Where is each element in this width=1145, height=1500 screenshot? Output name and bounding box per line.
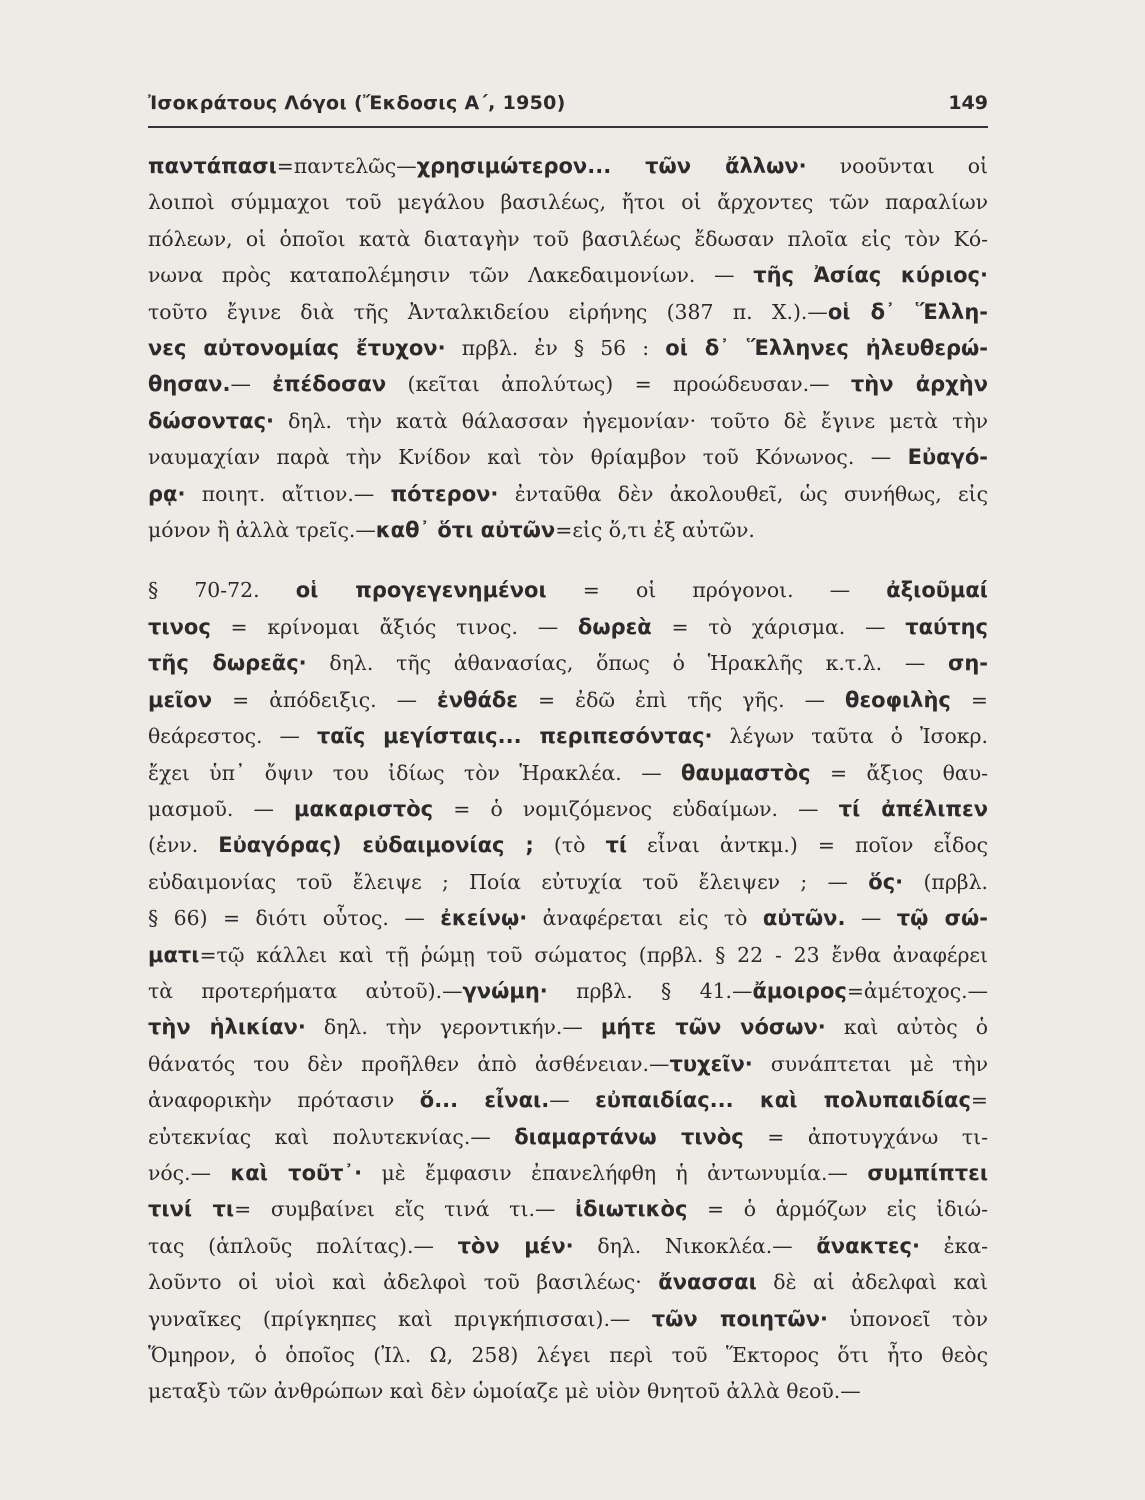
lemma-term: τινί τι [148, 1197, 235, 1222]
lemma-term: χρησιμώτερον... τῶν ἄλλων· [416, 154, 807, 178]
gloss-text: = ὁ ἁρμόζων εἰς ἰδιώ- [687, 1197, 989, 1222]
gloss-text: (πρβλ. [903, 869, 988, 894]
text-line [148, 1191, 988, 1227]
lemma-term: οἱ δ᾽ Ἕλληνες ἠλευθερώ- [665, 336, 989, 361]
lemma-term: τῆς δωρεᾶς· [148, 651, 307, 676]
text-line [148, 937, 988, 973]
gloss-text: (τὸ [533, 833, 606, 858]
gloss-text: καὶ αὐτὸς ὁ [825, 1015, 988, 1040]
gloss-text: θάνατός του δὲν προῆλθεν ἀπὸ ἀσθένειαν.— [148, 1051, 670, 1076]
gloss-text: μὲ ἔμφασιν ἐπανελήφθη ἡ ἀντωνυμία.— [362, 1160, 868, 1185]
gloss-text: νοοῦνται οἱ [806, 154, 988, 178]
lemma-term: τῷ σώ- [896, 906, 988, 931]
lemma-term: θαυμαστὸς [681, 760, 811, 785]
gloss-text: δηλ. τὴν γεροντικήν.— [305, 1015, 601, 1040]
lemma-term: ματι [148, 942, 200, 967]
text-line [148, 184, 988, 220]
text-line [148, 1046, 988, 1082]
gloss-text: λοιποὶ σύμμαχοι τοῦ μεγάλου βασιλέως, ἤτοι οἱ ἄρχοντες τῶν παραλίων [148, 190, 988, 215]
lemma-term: οἱ δ᾽ Ἕλλη- [827, 299, 988, 324]
lemma-term: παντάπασι [148, 154, 277, 178]
gloss-text: = συμβαίνει εἴς τινά τι.— [234, 1197, 575, 1222]
text-line [148, 366, 988, 402]
gloss-text: = [970, 1088, 988, 1113]
gloss-text: πρβλ. § 41.— [547, 978, 753, 1003]
gloss-text: = ὁ νομιζόμενος εὐδαίμων. — [433, 796, 839, 821]
gloss-text: =εἰς ὅ,τι ἐξ αὐτῶν. [555, 518, 755, 543]
text-line [148, 572, 988, 608]
paragraph [148, 572, 988, 1409]
gloss-text: (κεῖται ἀπολύτως) = προώδευσαν.— [386, 372, 851, 397]
text-line [148, 1119, 988, 1155]
gloss-text: νός.— [148, 1160, 231, 1185]
lemma-term: ση- [947, 651, 988, 676]
lemma-term: Εὐαγό- [907, 445, 988, 470]
text-line [148, 1337, 988, 1373]
gloss-text: δηλ. τῆς ἀθανασίας, ὅπως ὁ Ἡρακλῆς κ.τ.λ. — [306, 651, 948, 676]
text-line [148, 609, 988, 645]
lemma-term: θεοφιλὴς [845, 687, 951, 712]
lemma-term: μήτε τῶν νόσων· [600, 1015, 826, 1040]
gloss-text: ἐνταῦθα δὲν ἀκολουθεῖ, ὡς συνήθως, εἰς [498, 481, 989, 506]
gloss-text: ποιητ. αἴτιον.— [185, 481, 391, 506]
text-line [148, 755, 988, 791]
gloss-text: δηλ. Νικοκλέα.— [573, 1233, 817, 1258]
lemma-term: οἱ προγεγενημένοι [295, 578, 547, 603]
lemma-term: δώσοντας· [148, 408, 275, 433]
text-line [148, 1155, 988, 1191]
text-line [148, 827, 988, 863]
gloss-text: τας (ἁπλοῦς πολίτας).— [148, 1233, 458, 1258]
lemma-term: ὅς· [868, 869, 904, 894]
lemma-term: εὐπαιδίας... καὶ πολυπαιδίας [595, 1088, 971, 1113]
gloss-text: = [950, 687, 988, 712]
text-line [148, 1373, 988, 1409]
lemma-term: ρᾳ· [148, 481, 186, 506]
lemma-term: τὸν μέν· [457, 1233, 574, 1258]
lemma-term: τινος [148, 614, 211, 639]
gloss-text: ἀναφέρεται εἰς τὸ [527, 906, 763, 931]
lemma-term: ταῖς μεγίσταις... περιπεσόντας· [316, 724, 713, 749]
lemma-term: πότερον· [390, 481, 499, 506]
gloss-text: ὑπονοεῖ τὸν [827, 1306, 988, 1331]
lemma-term: τί ἀπέλιπεν [838, 796, 989, 821]
gloss-text: Ὅμηρον, ὁ ὁποῖος (Ἰλ. Ω, 258) λέγει περὶ τοῦ Ἕκτορος ὅτι ἦτο θεὸς [148, 1343, 988, 1367]
gloss-text: γυναῖκες (πρίγκηπες καὶ πριγκήπισσαι).— [148, 1306, 652, 1331]
lemma-term: ἐπέδοσαν [272, 372, 387, 397]
gloss-text: (ἐνν. [148, 833, 219, 858]
lemma-term: διαμαρτάνω τινὸς [514, 1124, 744, 1149]
text-line [148, 221, 988, 257]
gloss-text: § 70-72. [148, 578, 296, 603]
lemma-term: τί [605, 833, 628, 858]
lemma-term: τυχεῖν· [669, 1051, 753, 1076]
gloss-text: ναυμαχίαν παρὰ τὴν Κνίδον καὶ τὸν θρίαμβον τοῦ Κόνωνος. — [148, 445, 908, 470]
lemma-term: ταύτης [905, 614, 988, 639]
gloss-text: πρβλ. ἐν § 56 : [445, 336, 666, 361]
text-line [148, 330, 988, 366]
gloss-text: θεάρεστος. — [148, 724, 317, 749]
gloss-text: μεταξὺ τῶν ἀνθρώπων καὶ δὲν ὡμοίαζε μὲ υἱὸν θνητοῦ ἀλλὰ θεοῦ.— [148, 1379, 861, 1404]
lemma-term: θησαν. [148, 372, 231, 397]
text-line [148, 403, 988, 439]
text-line [148, 148, 988, 184]
text-line [148, 718, 988, 754]
gloss-text: =ἀμέτοχος.— [846, 978, 988, 1003]
gloss-text: εὐτεκνίας καὶ πολυτεκνίας.— [148, 1124, 515, 1149]
gloss-text: =τῷ κάλλει καὶ τῇ ῥώμῃ τοῦ σώματος (πρβλ. § 22 - 23 ἔνθα ἀναφέρει [199, 942, 988, 967]
gloss-text: εἶναι ἀντκμ.) = ποῖον εἶδος [627, 833, 988, 858]
gloss-text: = οἱ πρόγονοι. — [546, 578, 887, 603]
lemma-term: δωρεὰ [577, 614, 652, 639]
running-header [148, 92, 988, 128]
gloss-text: μασμοῦ. — [148, 796, 295, 821]
lemma-term: Εὐαγόρας) εὐδαιμονίας ; [218, 833, 534, 858]
text-line [148, 864, 988, 900]
gloss-text: νωνα πρὸς καταπολέμησιν τῶν Λακεδαιμονίων. — [148, 263, 754, 288]
page-number: 149 [948, 92, 988, 114]
text-line [148, 791, 988, 827]
gloss-text: = ἐδῶ ἐπὶ τῆς γῆς. — [518, 687, 846, 712]
gloss-text: ἐκα- [919, 1233, 989, 1258]
lemma-term: ἀξιοῦμαί [886, 578, 988, 603]
lemma-term: ὅ... εἶναι. [419, 1088, 550, 1113]
lemma-term: καθ᾽ ὅτι αὐτῶν [375, 518, 556, 543]
lemma-term: τῶν ποιητῶν· [651, 1306, 828, 1331]
text-line [148, 476, 988, 512]
text-line [148, 645, 988, 681]
gloss-text: πόλεων, οἱ ὁποῖοι κατὰ διαταγὴν τοῦ βασιλέως ἔδωσαν πλοῖα εἰς τὸν Κό- [148, 226, 988, 251]
text-line [148, 439, 988, 475]
lemma-term: τῆς Ἀσίας κύριος· [753, 263, 988, 288]
lemma-term: ἄμοιρος [752, 978, 847, 1003]
text-line [148, 682, 988, 718]
lemma-term: ἰδιωτικὸς [574, 1197, 688, 1222]
text-line [148, 973, 988, 1009]
gloss-text: =παντελῶς— [276, 154, 417, 178]
gloss-text: δηλ. τὴν κατὰ θάλασσαν ἡγεμονίαν· τοῦτο δὲ ἔγινε μετὰ τὴν [274, 408, 988, 433]
gloss-text: = ἀποτυγχάνω τι- [743, 1124, 988, 1149]
lemma-term: ἐνθάδε [437, 687, 518, 712]
gloss-text: εὐδαιμονίας τοῦ ἔλειψε ; Ποία εὐτυχία τοῦ ἔλειψεν ; — [148, 869, 869, 894]
gloss-text: λοῦντο οἱ υἱοὶ καὶ ἀδελφοὶ τοῦ βασιλέως· [148, 1270, 659, 1295]
lemma-term: ἄνασσαι [658, 1270, 757, 1295]
gloss-text: — [549, 1088, 596, 1113]
gloss-text: ἔχει ὑπ᾽ ὄψιν του ἰδίως τὸν Ἡρακλέα. — [148, 760, 682, 785]
text-line [148, 294, 988, 330]
gloss-text: § 66) = διότι οὗτος. — [148, 906, 441, 931]
text-line [148, 257, 988, 293]
gloss-text: συνάπτεται μὲ τὴν [752, 1051, 988, 1076]
text-line [148, 1301, 988, 1337]
gloss-text: λέγων ταῦτα ὁ Ἰσοκρ. [712, 724, 988, 749]
lemma-term: τὴν ἡλικίαν· [148, 1015, 306, 1040]
lemma-term: ἄνακτες· [816, 1233, 920, 1258]
text-line [148, 512, 988, 548]
running-title: Ἰσοκράτους Λόγοι (Ἔκδοσις Α΄, 1950) [148, 92, 566, 114]
lemma-term: καὶ τοῦτ᾽· [230, 1160, 363, 1185]
lemma-term: μακαριστὸς [294, 796, 434, 821]
lemma-term: γνώμη· [462, 978, 548, 1003]
lemma-term: μεῖον [148, 687, 213, 712]
text-line [148, 1228, 988, 1264]
gloss-text: = ἄξιος θαυ- [810, 760, 988, 785]
lemma-term: συμπίπτει [867, 1160, 988, 1185]
gloss-text: δὲ αἱ ἀδελφαὶ καὶ [756, 1270, 988, 1295]
commentary-text [148, 148, 988, 1410]
lemma-term: αὐτῶν. [762, 906, 846, 931]
gloss-text: — [230, 372, 273, 397]
gloss-text: ἀναφορικὴν πρότασιν [148, 1088, 420, 1113]
lemma-term: τὴν ἀρχὴν [850, 372, 988, 397]
gloss-text: — [845, 906, 897, 931]
lemma-term: νες αὐτονομίας ἔτυχον· [148, 336, 446, 361]
text-line [148, 1264, 988, 1300]
gloss-text: = ἀπόδειξις. — [212, 687, 438, 712]
gloss-text: = κρίνομαι ἄξιός τινος. — [210, 614, 578, 639]
paragraph [148, 148, 988, 548]
gloss-text: μόνον ἢ ἀλλὰ τρεῖς.— [148, 518, 376, 543]
lemma-term: ἐκείνῳ· [440, 906, 528, 931]
gloss-text: τοῦτο ἔγινε διὰ τῆς Ἀνταλκιδείου εἰρήνης (387 π. Χ.).— [148, 299, 828, 324]
text-line [148, 1009, 988, 1045]
text-line [148, 900, 988, 936]
gloss-text: = τὸ χάρισμα. — [651, 614, 906, 639]
text-line [148, 1082, 988, 1118]
gloss-text: τὰ προτερήματα αὐτοῦ).— [148, 978, 463, 1003]
